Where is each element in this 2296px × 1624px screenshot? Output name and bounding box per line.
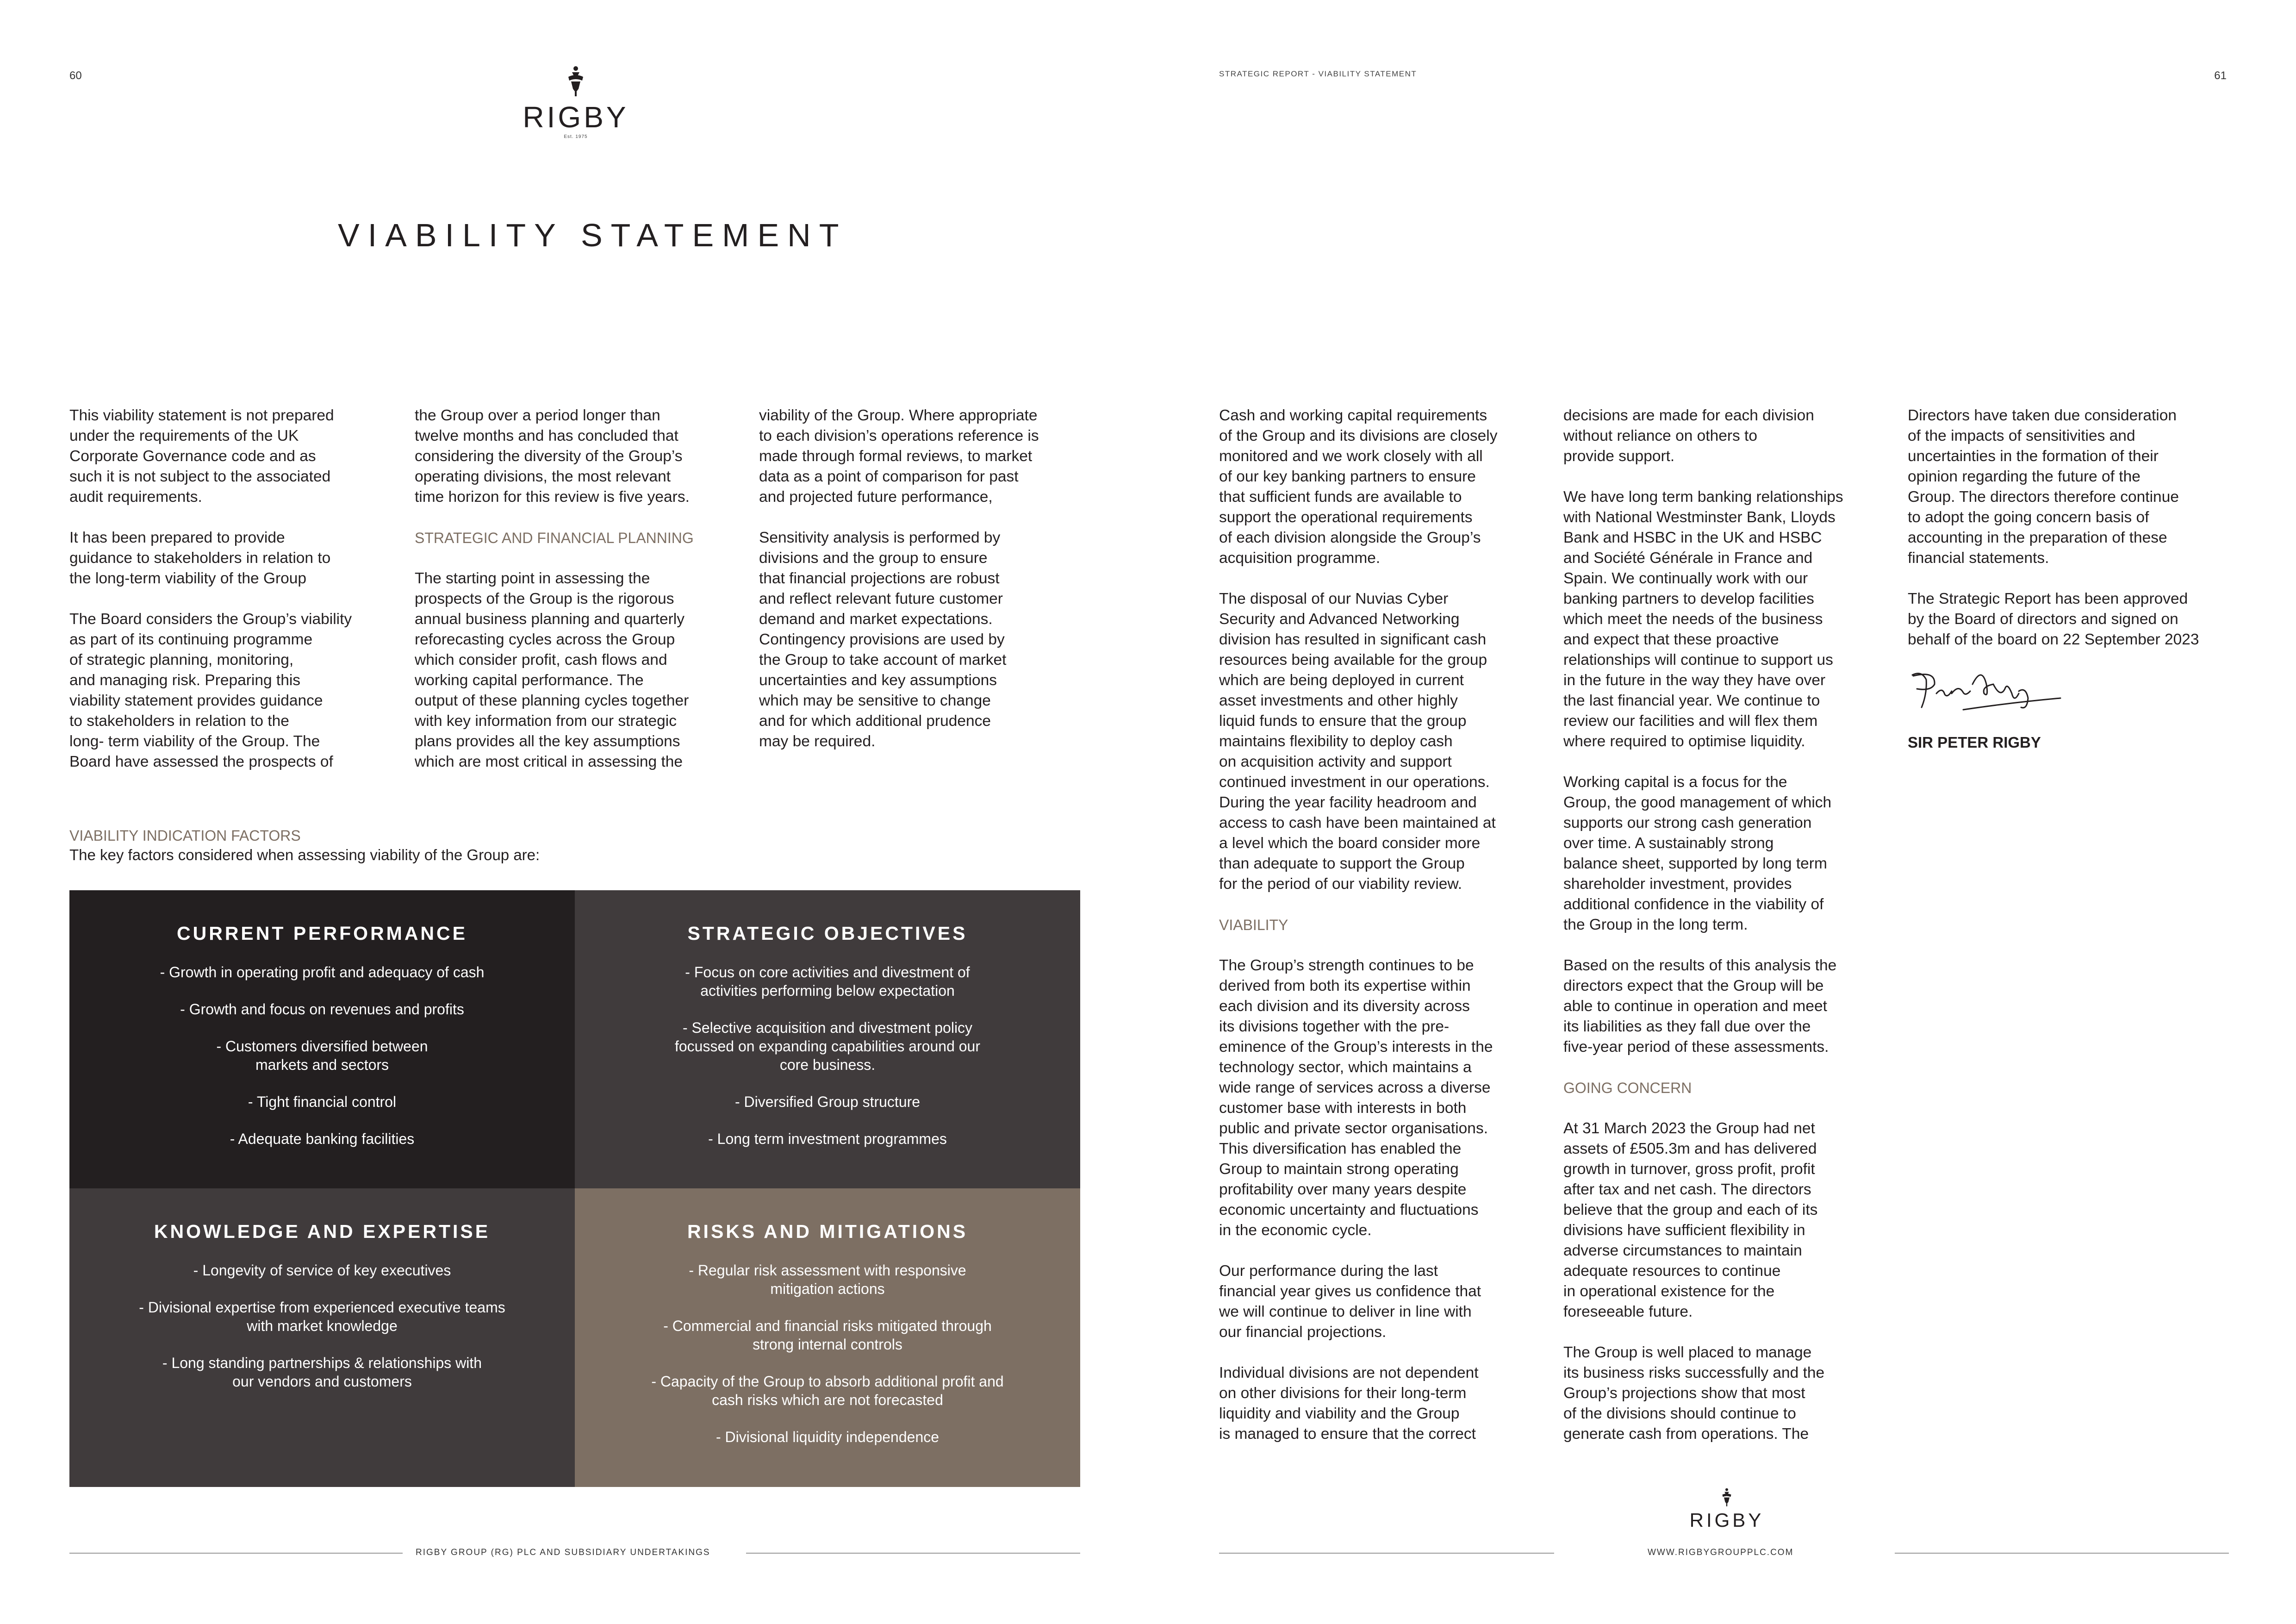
list-item: - Adequate banking facilities	[230, 1131, 415, 1147]
paragraph: Our performance during the last financial year gives us confidence that we will continue to deliver in line with our financial projections.	[1219, 1262, 1481, 1341]
list-item: - Commercial and financial risks mitigated through strong internal controls	[663, 1318, 992, 1353]
list-item: - Growth and focus on revenues and profits	[180, 1001, 464, 1018]
list-item: - Focus on core activities and divestment of activities performing below expectation	[685, 964, 970, 999]
paragraph: decisions are made for each division without reliance on others to provide support.	[1563, 407, 1814, 465]
list-item: - Divisional liquidity independence	[716, 1429, 940, 1445]
right-column-1	[1219, 406, 1543, 1465]
paragraph: Directors have taken due consideration of the impacts of sensitivities and uncertainties in the formation of their opinion regarding the future of the Group. The directors therefore continue to adopt the going concern basis of accounting in the preparation of these financial statements.	[1908, 407, 2179, 567]
list-item: - Customers diversified between markets and sectors	[216, 1038, 428, 1073]
left-column-3	[759, 406, 1083, 772]
page-number-right: 61	[2214, 69, 2227, 82]
page-title: VIABILITY STATEMENT	[338, 217, 847, 253]
list-item: - Selective acquisition and divestment policy focussed on expanding capabilities around our core business.	[674, 1019, 980, 1073]
cell-title: STRATEGIC OBJECTIVES	[687, 923, 968, 944]
list-item: - Longevity of service of key executives	[193, 1262, 451, 1279]
cell-strategic-objectives	[575, 890, 1080, 1188]
crest-icon	[1718, 1487, 1735, 1507]
footer-left-text: RIGBY GROUP (RG) PLC AND SUBSIDIARY UNDERTAKINGS	[416, 1548, 710, 1557]
rigby-logo	[520, 65, 631, 139]
logo-est: Est. 1975	[564, 134, 588, 139]
paragraph: At 31 March 2023 the Group had net assets of £505.3m and has delivered growth in turnover, gross profit, profit after tax and net cash. The directors believe that the group and each of its divisions have sufficient flexibility in adverse circumstances to maintain adequate resources to continue in operational existence for the foreseeable future.	[1563, 1120, 1818, 1320]
factors-header	[69, 826, 540, 865]
list-item: - Regular risk assessment with responsive mitigation actions	[689, 1262, 966, 1297]
paragraph: Sensitivity analysis is performed by divisions and the group to ensure that financial projections are robust and reflect relevant future customer demand and market expectations. Contingency provisions are used by the Group to take account of market uncertainties and key assumptions which may be sensitive to change and for which additional prudence may be required.	[759, 529, 1007, 750]
cell-title: CURRENT PERFORMANCE	[177, 923, 467, 944]
rigby-logo-footer	[1664, 1487, 1789, 1531]
logo-wordmark: RIGBY	[1689, 1509, 1764, 1531]
left-column-1	[69, 406, 393, 793]
right-column-3	[1908, 406, 2232, 753]
paragraph: We have long term banking relationships with National Westminster Bank, Lloyds Bank and HSBC in the UK and HSBC and Société Générale in France and Spain. We continually work with our banking partners to develop facilities which meet the needs of the business and expect that these proactive relationships will continue to support us in the future in the way they have over the last financial year. We continue to review our facilities and will flex them where required to optimise liquidity.	[1563, 488, 1843, 750]
paragraph: The Group’s strength continues to be derived from both its expertise within each division and its diversity across its divisions together with the pre- eminence of the Group’s interests in the technology sector, which maintains a wide range of services across a diverse customer base with interests in both public and private sector organisations. This diversification has enabled the Group to maintain strong operating profitability over many years despite economic uncertainty and fluctuations in the economic cycle.	[1219, 957, 1493, 1239]
section-heading: STRATEGIC AND FINANCIAL PLANNING	[415, 530, 694, 546]
list-item: - Diversified Group structure	[734, 1093, 921, 1110]
right-column-2	[1563, 406, 1887, 1465]
paragraph: Based on the results of this analysis the directors expect that the Group will be able to continue in operation and meet its liabilities as they fall due over the five-year period of these assessments.	[1563, 957, 1837, 1056]
paragraph: Cash and working capital requirements of the Group and its divisions are closely monitored and we work closely with all of our key banking partners to ensure that sufficient funds are available to support the operational requirements of each division alongside the Group’s acquisition programme.	[1219, 407, 1498, 567]
paragraph: Working capital is a focus for the Group, the good management of which supports our strong cash generation over time. A sustainably strong balance sheet, supported by long term shareholder investment, provides additional confidence in the viability of the Group in the long term.	[1563, 774, 1832, 933]
signatory-name: SIR PETER RIGBY	[1908, 734, 2041, 751]
section-heading: GOING CONCERN	[1563, 1080, 1692, 1096]
list-item: - Long term investment programmes	[708, 1131, 947, 1147]
paragraph: Individual divisions are not dependent on other divisions for their long-term liquidity and viability and the Group is managed to ensure that the correct	[1219, 1364, 1479, 1443]
page-number-left: 60	[69, 69, 82, 82]
cell-title: KNOWLEDGE AND EXPERTISE	[154, 1221, 491, 1242]
logo-wordmark: RIGBY	[523, 100, 629, 134]
list-item: - Divisional expertise from experienced executive teams with market knowledge	[139, 1299, 505, 1334]
paragraph: The Board considers the Group’s viability as part of its continuing programme of strategic planning, monitoring, and managing risk. Preparing this viability statement provides guidance to stakeholders in relation to the long- term viability of the Group. The Board have assessed the prospects of	[69, 611, 352, 770]
paragraph: It has been prepared to provide guidance to stakeholders in relation to the long-term viability of the Group	[69, 529, 331, 587]
paragraph: viability of the Group. Where appropriate to each division’s operations reference is made through formal reviews, to market data as a point of comparison for past and projected future performance,	[759, 407, 1039, 506]
paragraph: The Group is well placed to manage its business risks successfully and the Group’s projections show that most of the divisions should continue to generate cash from operations. The	[1563, 1344, 1825, 1443]
cell-knowledge-expertise	[69, 1188, 575, 1487]
cell-current-performance	[69, 890, 575, 1188]
section-heading: VIABILITY	[1219, 917, 1288, 933]
signature-image	[1908, 666, 2065, 726]
paragraph: The disposal of our Nuvias Cyber Security and Advanced Networking division has resulted in significant cash resources being available for the group which are being deployed in current asset investments and other highly liquid funds to ensure that the group maintains flexibility to deploy cash on acquisition activity and support continued investment in our operations. During the year facility headroom and access to cash have been maintained at a level which the board consider more than adequate to support the Group for the period of our viability review.	[1219, 590, 1496, 893]
list-item: - Growth in operating profit and adequacy of cash	[160, 964, 485, 981]
left-column-2	[415, 406, 739, 793]
footer-rule	[746, 1553, 1080, 1554]
list-item: - Capacity of the Group to absorb additional profit and cash risks which are not forecasted	[651, 1373, 1004, 1408]
factors-intro: The key factors considered when assessing viability of the Group are:	[69, 846, 540, 863]
cell-risks-mitigations	[575, 1188, 1080, 1487]
crest-icon	[562, 65, 590, 97]
footer-rule	[1219, 1553, 1554, 1554]
running-head: STRATEGIC REPORT - VIABILITY STATEMENT	[1219, 69, 1417, 78]
factors-heading: VIABILITY INDICATION FACTORS	[69, 827, 301, 844]
footer-right-text: WWW.RIGBYGROUPPLC.COM	[1648, 1548, 1794, 1557]
list-item: - Long standing partnerships & relationships with our vendors and customers	[162, 1355, 482, 1390]
paragraph: This viability statement is not prepared under the requirements of the UK Corporate Governance code and as such it is not subject to the associated audit requirements.	[69, 407, 334, 506]
paragraph: the Group over a period longer than twelve months and has concluded that considering the diversity of the Group’s operating divisions, the most relevant time horizon for this review is five years.	[415, 407, 690, 506]
factors-grid	[69, 890, 1080, 1487]
footer-rule	[1895, 1553, 2229, 1554]
footer-rule	[69, 1553, 403, 1554]
paragraph: The Strategic Report has been approved by the Board of directors and signed on behalf of the board on 22 September 2023	[1908, 590, 2199, 648]
paragraph: The starting point in assessing the prospects of the Group is the rigorous annual business planning and quarterly reforecasting cycles across the Group which consider profit, cash flows and working capital performance. The output of these planning cycles together with key information from our strategic plans provides all the key assumptions which are most critical in assessing the	[415, 570, 689, 770]
list-item: - Tight financial control	[248, 1093, 397, 1110]
cell-title: RISKS AND MITIGATIONS	[687, 1221, 968, 1242]
